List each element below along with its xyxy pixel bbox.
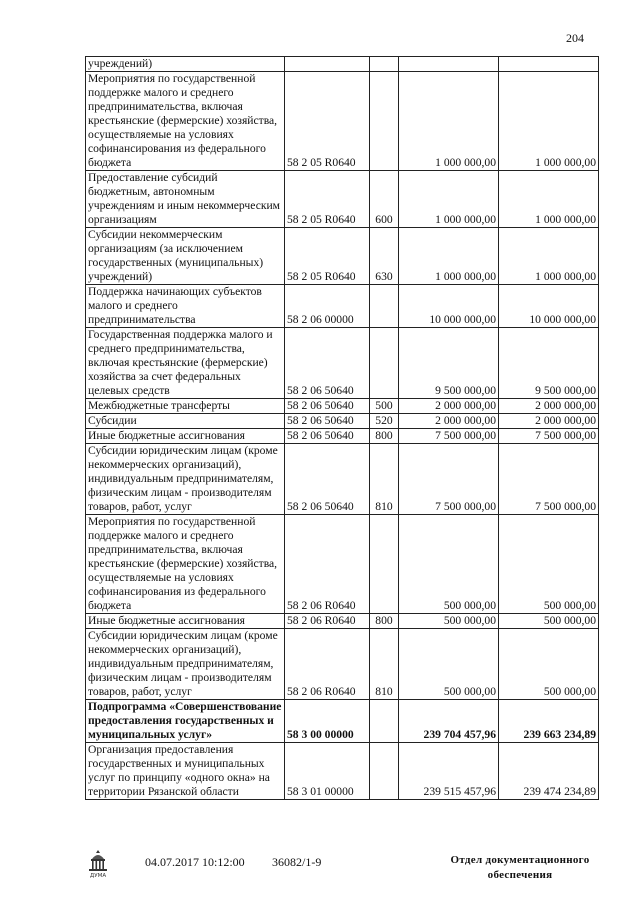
- table-row: [86, 57, 599, 72]
- row-name: Организация предоставления государственных и муниципальных услуг по принципу «одного окна» на территории Рязанской области: [86, 743, 285, 800]
- table-row: [86, 399, 599, 414]
- row-amount-second: 9 500 000,00: [499, 328, 599, 399]
- footer-department: [440, 853, 600, 883]
- row-expense-type: [370, 72, 399, 171]
- row-target-code: 58 2 06 50640: [285, 414, 370, 429]
- row-amount-first: 9 500 000,00: [399, 328, 499, 399]
- duma-emblem-icon: [86, 848, 110, 878]
- row-expense-type: 500: [370, 399, 399, 414]
- table-row: [86, 72, 599, 171]
- row-amount-first: 2 000 000,00: [399, 414, 499, 429]
- row-amount-first: 1 000 000,00: [399, 228, 499, 285]
- row-expense-type: 810: [370, 444, 399, 515]
- row-amount-first: 10 000 000,00: [399, 285, 499, 328]
- row-target-code: 58 3 01 00000: [285, 743, 370, 800]
- row-amount-first: 1 000 000,00: [399, 171, 499, 228]
- row-name: Иные бюджетные ассигнования: [86, 429, 285, 444]
- row-amount-second: 10 000 000,00: [499, 285, 599, 328]
- table-row: [86, 285, 599, 328]
- table-row: [86, 700, 599, 743]
- row-amount-second: 500 000,00: [499, 614, 599, 629]
- row-name: Субсидии некоммерческим организациям (за исключением государственных (муниципальных) учреждений): [86, 228, 285, 285]
- table-row: [86, 414, 599, 429]
- row-name: Поддержка начинающих субъектов малого и среднего предпринимательства: [86, 285, 285, 328]
- row-amount-first: 500 000,00: [399, 515, 499, 614]
- row-target-code: 58 2 06 50640: [285, 399, 370, 414]
- row-amount-second: 2 000 000,00: [499, 414, 599, 429]
- row-expense-type: 630: [370, 228, 399, 285]
- row-expense-type: 800: [370, 429, 399, 444]
- row-target-code: 58 2 05 R0640: [285, 72, 370, 171]
- emblem-label: ДУМА: [89, 873, 107, 878]
- row-expense-type: [370, 57, 399, 72]
- row-expense-type: [370, 285, 399, 328]
- row-amount-second: 1 000 000,00: [499, 72, 599, 171]
- row-expense-type: 520: [370, 414, 399, 429]
- row-target-code: 58 2 06 R0640: [285, 515, 370, 614]
- row-name: Субсидии: [86, 414, 285, 429]
- table-row: [86, 743, 599, 800]
- row-name: Государственная поддержка малого и среднего предпринимательства, включая крестьянские (фермерские) хозяйства за счет федеральных целевых средств: [86, 328, 285, 399]
- row-target-code: 58 2 05 R0640: [285, 228, 370, 285]
- row-name: Межбюджетные трансферты: [86, 399, 285, 414]
- row-amount-second: 239 663 234,89: [499, 700, 599, 743]
- row-amount-second: 500 000,00: [499, 515, 599, 614]
- row-target-code: 58 2 06 50640: [285, 444, 370, 515]
- row-name: Субсидии юридическим лицам (кроме некоммерческих организаций), индивидуальным предпринимателям, физическим лицам - производителям товаров, работ, услуг: [86, 629, 285, 700]
- row-amount-first: 1 000 000,00: [399, 72, 499, 171]
- footer-date: 04.07.2017 10:12:00: [145, 855, 245, 869]
- row-amount-second: 1 000 000,00: [499, 228, 599, 285]
- row-target-code: 58 2 06 50640: [285, 328, 370, 399]
- row-amount-second: 7 500 000,00: [499, 444, 599, 515]
- table-row: [86, 171, 599, 228]
- row-expense-type: [370, 328, 399, 399]
- row-name: Мероприятия по государственной поддержке малого и среднего предпринимательства, включая крестьянские (фермерские) хозяйства, осуществляемые на условиях софинансирования из федерального бюджета: [86, 515, 285, 614]
- row-expense-type: [370, 700, 399, 743]
- row-amount-first: 7 500 000,00: [399, 444, 499, 515]
- row-expense-type: [370, 743, 399, 800]
- row-name: Подпрограмма «Совершенствование предоставления государственных и муниципальных услуг»: [86, 700, 285, 743]
- row-amount-second: 239 474 234,89: [499, 743, 599, 800]
- row-target-code: 58 2 06 R0640: [285, 629, 370, 700]
- budget-table: [85, 56, 599, 800]
- row-amount-second: [499, 57, 599, 72]
- row-amount-first: 239 515 457,96: [399, 743, 499, 800]
- row-target-code: 58 3 00 00000: [285, 700, 370, 743]
- row-amount-first: 2 000 000,00: [399, 399, 499, 414]
- row-amount-first: 239 704 457,96: [399, 700, 499, 743]
- row-amount-second: 7 500 000,00: [499, 429, 599, 444]
- table-row: [86, 328, 599, 399]
- table-row: [86, 614, 599, 629]
- budget-table-body: [86, 57, 599, 800]
- row-target-code: 58 2 06 R0640: [285, 614, 370, 629]
- row-name: Мероприятия по государственной поддержке малого и среднего предпринимательства, включая крестьянские (фермерские) хозяйства, осуществляемые на условиях софинансирования из федерального бюджета: [86, 72, 285, 171]
- table-row: [86, 515, 599, 614]
- row-target-code: 58 2 05 R0640: [285, 171, 370, 228]
- row-name: Предоставление субсидий бюджетным, автономным учреждениям и иным некоммерческим организациям: [86, 171, 285, 228]
- footer-department-line1: Отдел документационного: [450, 854, 590, 866]
- row-expense-type: 600: [370, 171, 399, 228]
- row-target-code: [285, 57, 370, 72]
- table-row: [86, 629, 599, 700]
- table-row: [86, 444, 599, 515]
- footer-department-line2: обеспечения: [487, 869, 553, 881]
- row-name: Иные бюджетные ассигнования: [86, 614, 285, 629]
- row-name: учреждений): [86, 57, 285, 72]
- row-amount-second: 1 000 000,00: [499, 171, 599, 228]
- row-expense-type: 800: [370, 614, 399, 629]
- row-target-code: 58 2 06 50640: [285, 429, 370, 444]
- row-amount-first: 7 500 000,00: [399, 429, 499, 444]
- row-amount-first: 500 000,00: [399, 614, 499, 629]
- footer-document-number: 36082/1-9: [272, 855, 322, 869]
- table-row: [86, 228, 599, 285]
- row-expense-type: [370, 515, 399, 614]
- row-amount-first: [399, 57, 499, 72]
- row-amount-second: 2 000 000,00: [499, 399, 599, 414]
- table-row: [86, 429, 599, 444]
- row-amount-second: 500 000,00: [499, 629, 599, 700]
- row-name: Субсидии юридическим лицам (кроме некоммерческих организаций), индивидуальным предпринимателям, физическим лицам - производителям товаров, работ, услуг: [86, 444, 285, 515]
- row-amount-first: 500 000,00: [399, 629, 499, 700]
- row-expense-type: 810: [370, 629, 399, 700]
- page-number: 204: [566, 31, 584, 45]
- row-target-code: 58 2 06 00000: [285, 285, 370, 328]
